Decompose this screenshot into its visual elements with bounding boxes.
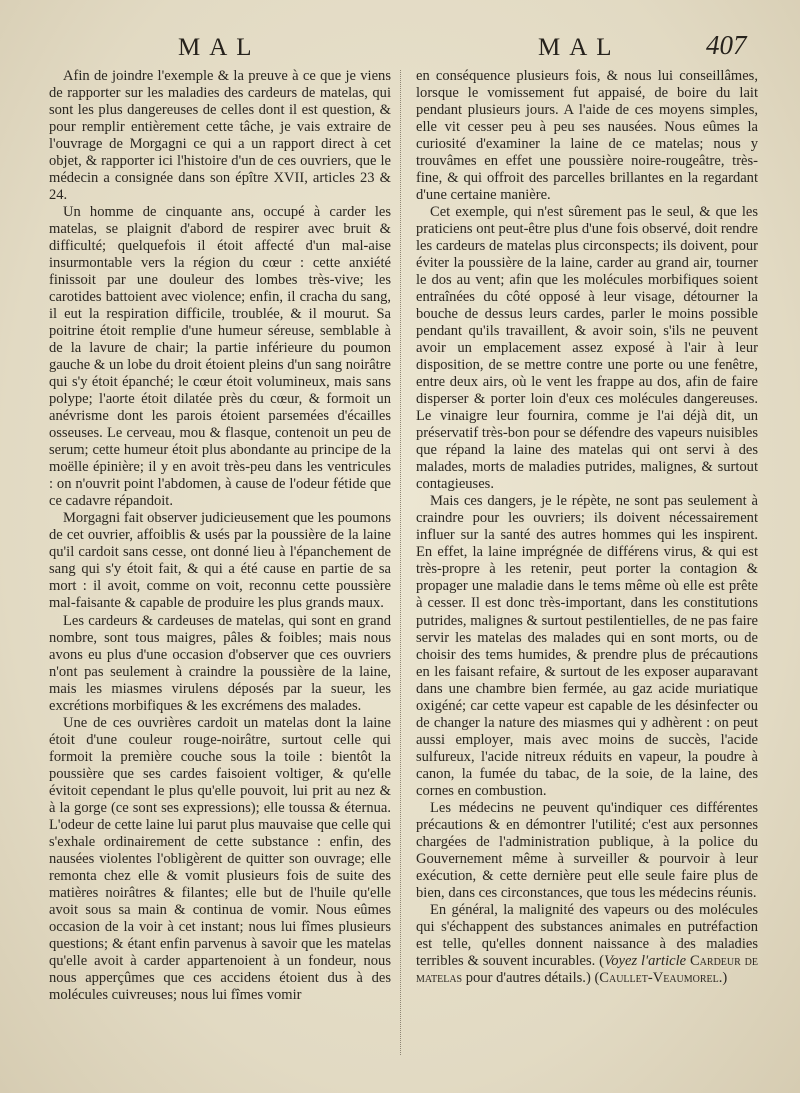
see-reference: Voyez l'article — [603, 952, 687, 969]
article-reference: Cardeur de matelas — [416, 952, 758, 986]
paragraph: Les cardeurs & cardeuses de matelas, qui sont en grand nombre, sont tous maigres, pâles & foibles; mais nous avons eu plus d'une occasion d'observer que ces ouvriers n'ont pas seulement à craindre la poussière de la laine, mais les miasmes virulens déposés par la sueur, les excrétions morbifiques & les excrémens des malades. — [49, 612, 391, 714]
paragraph: Les médecins ne peuvent qu'indiquer ces différentes précautions & en démontrer l'utilité; c'est aux personnes chargées de l'administration publique, à la police du Gouvernement même à surveiller & pourvoir à leur exécution, & cette dernière peut elle seule faire plus de bien, dans ces circonstances, que tous les médecins réunis. — [416, 799, 758, 901]
see-open: ( — [599, 952, 604, 969]
author-signature: (Caullet-Veaumorel.) — [594, 969, 728, 986]
running-head-right: MAL — [538, 34, 621, 61]
paragraph: Morgagni fait observer judicieusement que les poumons de cet ouvrier, affoiblis & usés par la poussière de la laine qu'il cardoit sans cesse, ont donné lieu à l'épanchement de sang qui s'y étoit fait, & qui a été cause en partie de sa mort : il avoit, comme on voit, reconnu cette poussière mal-faisante & capable de produire les plus grands maux. — [49, 510, 391, 612]
paragraph: Cet exemple, qui n'est sûrement pas le seul, & que les praticiens ont peut-être plus d'une fois observé, doit rendre les cardeurs de matelas plus circonspects; ils doivent, pour éviter la poussière de la laine, carder au grand air, tourner le dos au vent; afin que les molécules morbifiques soient entraînées du côté opposé à leur visage, détourner la bouche de dessus leurs cardes, parler le moins possible pendant qu'ils travaillent, & avoir soin, s'ils ne peuvent avoir un emplacement assez exposé à l'air à leur disposition, de se mettre contre une porte ou une fenêtre, entre deux airs, où le vent les frappe au dos, afin de faire disperser & porter loin d'eux ces molécules dangereuses. Le vinaigre leur fournira, comme je l'ai déjà dit, un préservatif très-bon pour se défendre des vapeurs nuisibles que répand la laine des matelas qui ont servi à des malades, morts de maladies putrides, malignes, & surtout contagieuses. — [416, 204, 758, 493]
running-head-left: MAL — [178, 34, 261, 61]
paragraph: Afin de joindre l'exemple & la preuve à ce que je viens de rapporter sur les maladies des cardeurs de matelas, qui sont les plus dangereuses de celles dont il est question, & pour remplir entièrement cette tâche, je vais extraire de l'ouvrage de Morgagni ce qui a un rapport direct à cet objet, & rapporter ici l'histoire d'un de ces ouvriers, que le médecin a consignée dans son épître XVII, articles 23 & 24. — [49, 68, 391, 204]
column-divider — [400, 70, 402, 1055]
paragraph: Une de ces ouvrières cardoit un matelas dont la laine étoit d'une couleur rouge-noirâtre, surtout celle qui formoit la première couche sous la toile : bientôt la poussière que ses cardes faisoient voltiger, & qu'elle évitoit cependant le plus qu'elle pouvoit, lui prit au nez & à la gorge (ce sont ses expressions); elle toussa & éternua. L'odeur de cette laine lui parut plus mauvaise que celle qui s'exhale ordinairement de cette substance : enfin, des nausées violentes l'obligèrent de quitter son ouvrage; elle remonta chez elle & vomit plusieurs fois de suite des matières noirâtres & filantes; elle but de l'huile qu'elle avoit sous sa main & continua de vomir. Nous eûmes occasion de la voir à cet instant; nous lui fîmes plusieurs questions; & étant enfin parvenus à savoir que les matelas qu'elle avoit à carder appartenoient à un fondeur, nous nous apperçûmes que ces accidens étoient dus à des molécules cuivreuses; nous lui fîmes vomir — [49, 714, 391, 1003]
paragraph: Mais ces dangers, je le répète, ne sont pas seulement à craindre pour les ouvriers; ils doivent nécessairement influer sur la santé des autres hommes qui les inspirent. En effet, la laine imprégnée de différens virus, & qui est très-propre à les retenir, peut porter la contagion & propager une maladie dans le tems même où elle est prête à cesser. Il est donc très-important, dans les constitutions putrides, malignes & surtout pestilentielles, de ne pas faire servir les matelas des malades qui en sont morts, ou de choisir des tems humides, & prendre plus de précautions en les faisant refaire, & surtout de les exposer auparavant dans une chambre bien fermée, au gaz acide muriatique oxigéné; car cette vapeur est capable de les désinfecter ou de changer la nature des miasmes qui y adhèrent : on peut aussi employer, mais avec moins de succès, l'acide sulfureux, l'acide nitreux réduits en vapeur, la poudre à canon, la fumée du tabac, de la soie, de la laine, des cornes en combustion. — [416, 493, 758, 799]
right-column — [416, 68, 758, 987]
paragraph: en conséquence plusieurs fois, & nous lui conseillâmes, lorsque le vomissement fut appaisé, de boire du lait pendant plusieurs jours. A l'aide de ces moyens simples, elle vit cesser peu à peu ses nausées. Nous eûmes la curiosité d'examiner la laine de ce matelas; nous y trouvâmes en effet une poussière noire-rougeâtre, très-fine, & qui offroit des parcelles brillantes en la regardant d'une certaine manière. — [416, 68, 758, 204]
paragraph — [416, 902, 758, 987]
see-close: pour d'autres détails.) — [465, 969, 591, 986]
left-column — [49, 68, 391, 1004]
paragraph-text: En général, la malignité des vapeurs ou des molécules qui s'échappent des substances animales en putréfaction est telle, qu'elles donnent naissance à des maladies terribles & souvent incurables. — [416, 901, 758, 969]
paragraph: Un homme de cinquante ans, occupé à carder les matelas, se plaignit d'abord de respirer avec bruit & difficulté; quelquefois il étoit affecté d'un mal-aise insurmontable vers la région du cœur : cette anxiété finissoit par une douleur des lombes très-vive; les carotides battoient avec violence; enfin, il cracha du sang, il eut la respiration difficile, troublée, & il mourut. Sa poitrine étoit remplie d'une humeur séreuse, semblable à de la lavure de chair; la partie inférieure du poumon gauche & un lobe du droit étoient pleins d'un sang noirâtre qui s'y étoit épanché; le cœur étoit volumineux, mais sans polype; l'aorte étoit dilatée près du cœur, & formoit un anévrisme dont les parois étoient parsemées d'écailles osseuses. Le cerveau, mou & flasque, contenoit un peu de serum; cette humeur étoit plus abondante au principe de la moëlle épinière; il y en avoit très-peu dans les ventricules : on n'ouvrit point l'abdomen, à cause de l'odeur fétide que ce cadavre répandoit. — [49, 204, 391, 510]
page-number: 407 — [706, 30, 747, 60]
